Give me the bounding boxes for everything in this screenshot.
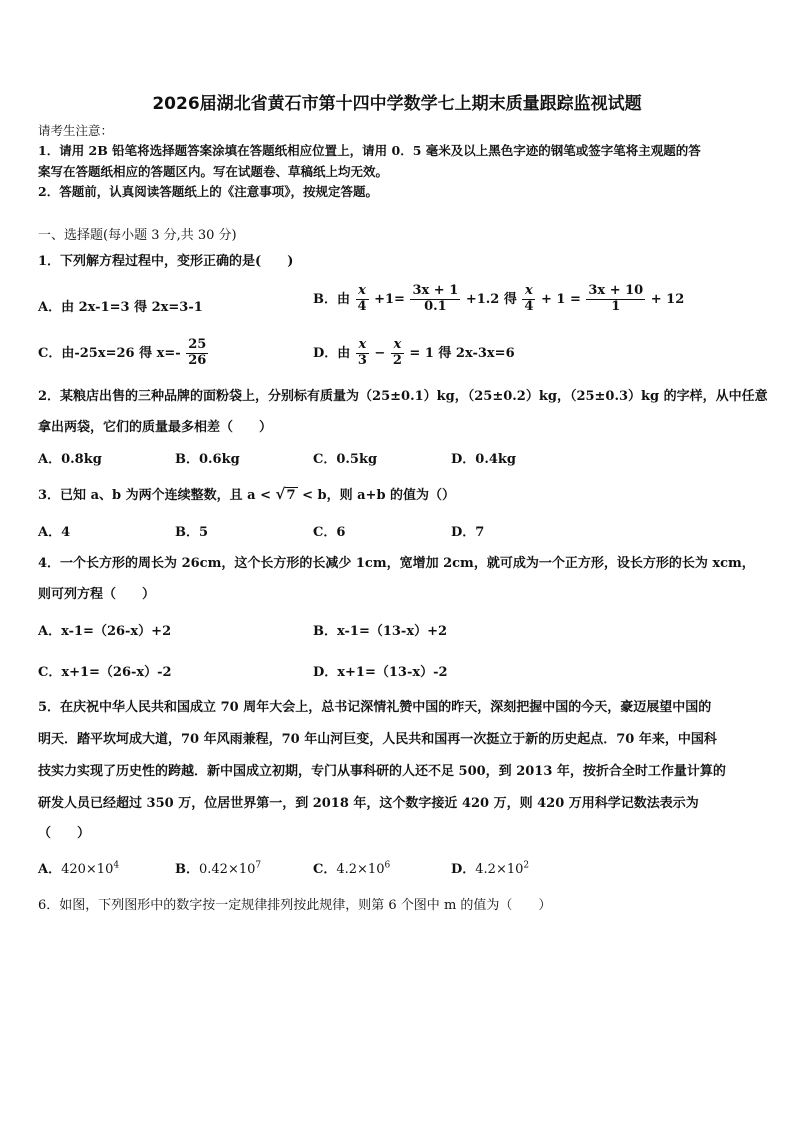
notice-line-1b: 案写在答题纸相应的答题区内。写在试题卷、草稿纸上均无效。 (38, 164, 389, 179)
q4-line-1: 4．一个长方形的周长为 26cm，这个长方形的长减少 1cm，宽增加 2cm，就可成为一个正方形，设长方形的长为 xcm， (38, 556, 755, 571)
q6-stem: 6．如图，下列图形中的数字按一定规律排列按此规律，则第 6 个图中 m 的值为（ ） (38, 898, 552, 913)
q1-option-d: D．由 $\frac{x}{3}$ − $\frac{x}{2}$ = 1 得 2x-3x=6 (313, 337, 515, 368)
q3-option-a: A．4 (38, 525, 71, 540)
q2-option-a: A．0.8kg (38, 452, 102, 467)
q4-option-d: D．x+1=（13-x）-2 (313, 665, 448, 680)
sqrt-symbol: √ 7 (275, 485, 296, 503)
q4-option-c: C．x+1=（26-x）-2 (38, 665, 172, 680)
q2-option-d: D．0.4kg (451, 452, 516, 467)
q4-line-2: 则可列方程（ ） (38, 587, 156, 602)
section-heading: 一、选择题(每小题 3 分,共 30 分) (38, 228, 237, 243)
q3-stem: 3．已知 a、b 为两个连续整数，且 a < √ 7 < b，则 a+b 的值为（） (38, 485, 456, 503)
q5-option-b: B．$0.42\times 10^7$ (175, 860, 262, 877)
q2-option-c: C．0.5kg (313, 452, 378, 467)
q5-line-4: 研发人员已经超过 350 万，位居世界第一，到 2018 年，这个数字接近 420 万，则 420 万用科学记数法表示为 (38, 796, 699, 811)
q2-line-2: 拿出两袋，它们的质量最多相差（ ） (38, 420, 273, 435)
q2-line-1: 2．某粮店出售的三种品牌的面粉袋上，分别标有质量为（25±0.1）kg，（25±0.2）kg，（25±0.3）kg 的字样，从中任意 (38, 389, 768, 404)
q2-option-b: B．0.6kg (175, 452, 240, 467)
q3-option-b: B．5 (175, 525, 209, 540)
q5-line-1: 5．在庆祝中华人民共和国成立 70 周年大会上，总书记深情礼赞中国的昨天，深刻把握中国的今天，豪迈展望中国的 (38, 700, 712, 715)
q5-line-3: 技实力实现了历史性的跨越．新中国成立初期，专门从事科研的人还不足 500，到 2013 年，按折合全时工作量计算的 (38, 764, 726, 779)
q3-option-d: D．7 (451, 525, 485, 540)
q3-option-c: C．6 (313, 525, 346, 540)
q4-option-b: B．x-1=（13-x）+2 (313, 624, 448, 639)
q5-option-a: A．$420\times 10^4$ (38, 860, 120, 877)
q1-option-c: C．由-25x=26 得 x=- $\frac{25}{26}$ (38, 337, 207, 368)
notice-line-2: 2．答题前，认真阅读答题纸上的《注意事项》，按规定答题。 (38, 184, 378, 199)
q1-option-a: A．由 2x-1=3 得 2x=3-1 (38, 300, 203, 315)
q4-option-a: A．x-1=（26-x）+2 (38, 624, 172, 639)
q5-option-c: C．$4.2\times 10^6$ (313, 860, 391, 877)
q1-option-b: B．由 $\frac{x}{4}$ +1= $\frac{3x + 1}{0.1}$ +1.2 得 $\frac{x}{4}$ + 1 = $\frac{3x + 10}{1}$ + 12 (313, 283, 685, 314)
q5-option-d: D．$4.2\times 10^2$ (451, 860, 530, 877)
notice-heading: 请考生注意： (38, 123, 114, 138)
notice-line-1a: 1．请用 2B 铅笔将选择题答案涂填在答题纸相应位置上，请用 0．5 毫米及以上黑色字迹的钢笔或签字笔将主观题的答 (38, 143, 701, 158)
q1-stem: 1．下列解方程过程中，变形正确的是( ) (38, 254, 294, 269)
q5-line-5: （ ） (38, 826, 91, 841)
q5-line-2: 明天．踏平坎坷成大道，70 年风雨兼程，70 年山河巨变，人民共和国再一次挺立于新的历史起点．70 年来，中国科 (38, 732, 717, 747)
page-title: 2026届湖北省黄石市第十四中学数学七上期末质量跟踪监视试题 (152, 94, 642, 114)
